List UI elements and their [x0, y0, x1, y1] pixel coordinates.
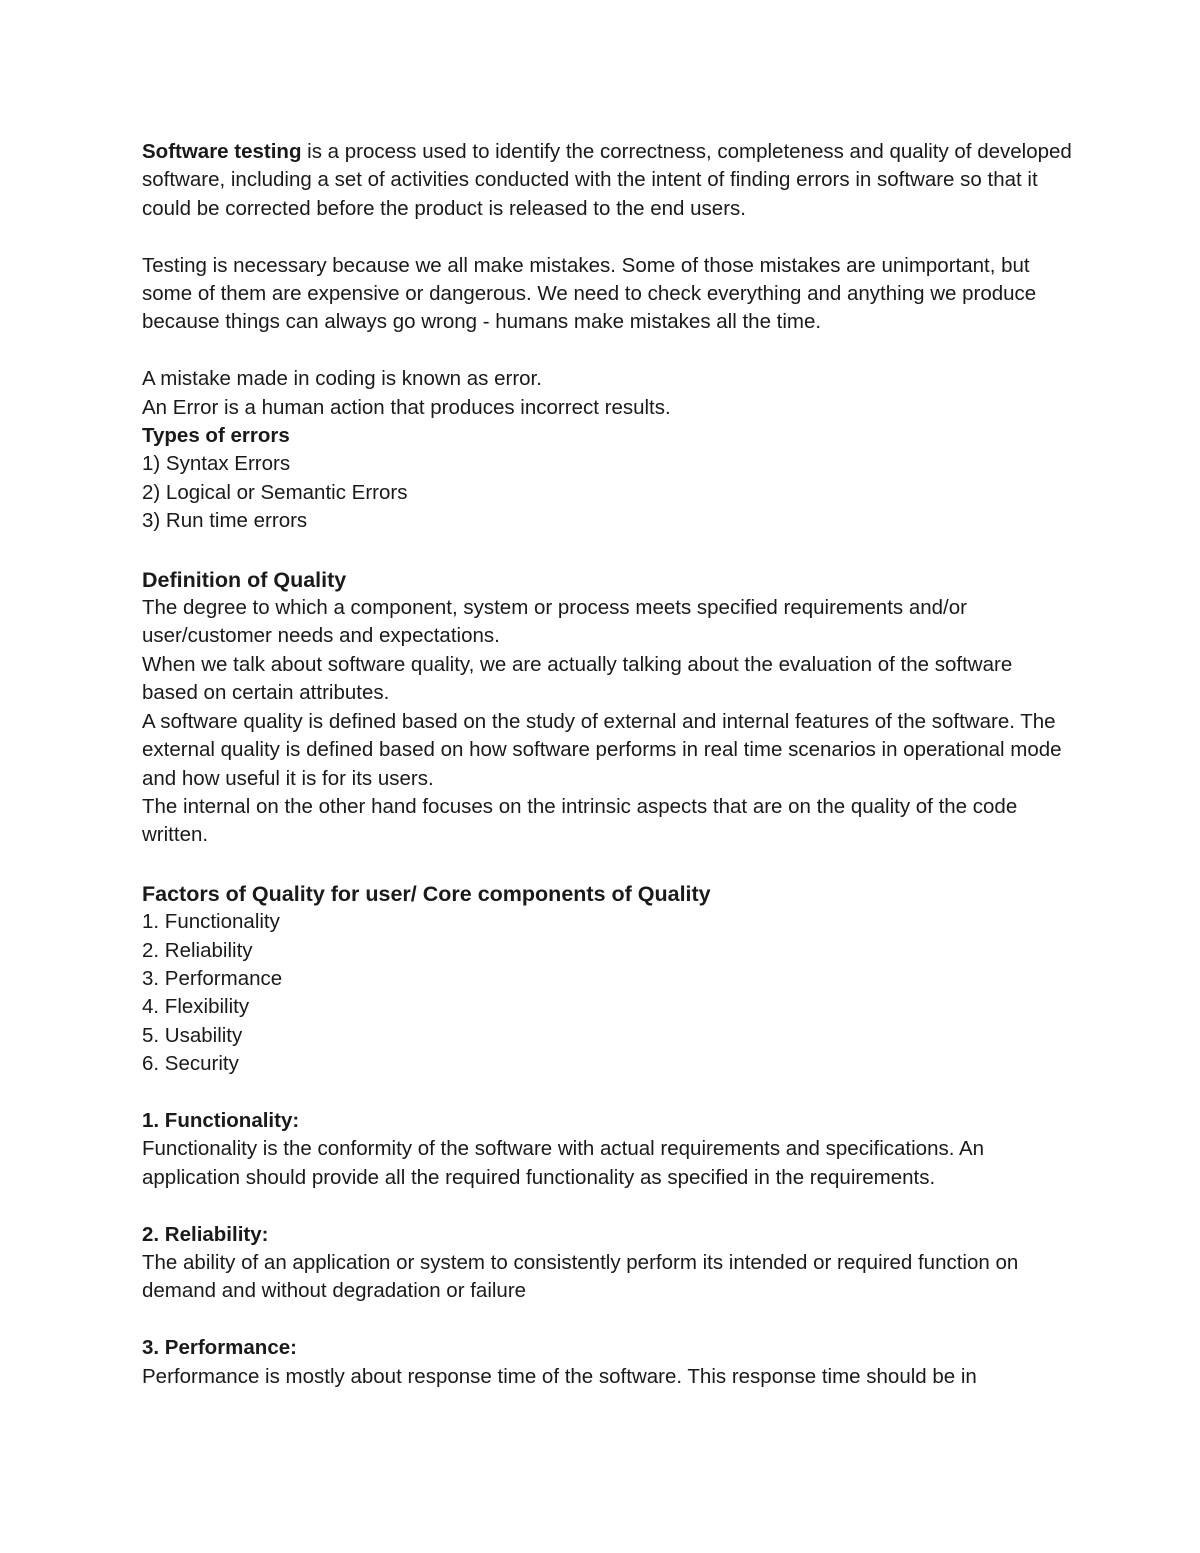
error-types-heading: Types of errors — [142, 424, 290, 448]
factor-detail-text: The ability of an application or system to consistently perform its intended or required function on demand and without degradation or failure — [142, 1250, 1019, 1303]
error-type-item: 1) Syntax Errors — [142, 452, 291, 476]
quality-factors-heading: Factors of Quality for user/ Core components of Quality — [142, 881, 711, 906]
intro-term: Software testing — [142, 140, 302, 163]
quality-factor-item: 5. Usability — [142, 1023, 243, 1047]
quality-factor-item: 6. Security — [142, 1052, 239, 1076]
quality-definition-paragraph: The internal on the other hand focuses on the intrinsic aspects that are on the quality of the code written. — [142, 794, 1018, 847]
factor-detail-title: 3. Performance: — [142, 1336, 297, 1360]
quality-factor-item: 1. Functionality — [142, 910, 280, 934]
quality-definition-paragraph: The degree to which a component, system or process meets specified requirements and/or user/customer needs and expectations. — [142, 596, 967, 648]
factor-detail-title: 1. Functionality: — [142, 1108, 300, 1132]
spacer — [142, 337, 1072, 365]
quality-factor-item: 3. Performance — [142, 966, 283, 990]
error-type-item: 2) Logical or Semantic Errors — [142, 480, 408, 504]
error-definition-line: A mistake made in coding is known as error. — [142, 367, 542, 391]
spacer — [142, 850, 1072, 880]
spacer — [142, 536, 1072, 566]
factor-detail-text: Performance is mostly about response time of the software. This response time should be in — [142, 1364, 977, 1388]
intro-paragraph — [142, 138, 1072, 223]
spacer — [142, 223, 1072, 251]
quality-definition-paragraph: A software quality is defined based on the study of external and internal features of the software. The external quality is defined based on how software performs in real time scenarios in operational mode and how useful it is for its users. — [142, 709, 1062, 790]
spacer — [142, 1306, 1072, 1334]
spacer — [142, 1192, 1072, 1220]
quality-definition-heading: Definition of Quality — [142, 567, 347, 592]
testing-necessity-paragraph: Testing is necessary because we all make mistakes. Some of those mistakes are unimportant, but some of them are expensive or dangerous. We need to check everything and anything we produce because things can always go wrong - humans make mistakes all the time. — [142, 253, 1037, 334]
error-description-line: An Error is a human action that produces incorrect results. — [142, 395, 671, 419]
document-page — [142, 138, 1072, 1391]
error-type-item: 3) Run time errors — [142, 509, 308, 533]
spacer — [142, 1079, 1072, 1107]
factor-detail-title: 2. Reliability: — [142, 1222, 269, 1246]
factor-detail-text: Functionality is the conformity of the software with actual requirements and specifications. An application should provide all the required functionality as specified in the requirements. — [142, 1137, 985, 1189]
quality-definition-paragraph: When we talk about software quality, we are actually talking about the evaluation of the software based on certain attributes. — [142, 652, 1013, 705]
quality-factor-item: 4. Flexibility — [142, 995, 250, 1019]
quality-factor-item: 2. Reliability — [142, 938, 253, 962]
intro-definition: is a process used to identify the correctness, completeness and quality of developed software, including a set of activities conducted with the intent of finding errors in software so that it could be corrected before the product is released to the end users. — [142, 140, 1072, 220]
